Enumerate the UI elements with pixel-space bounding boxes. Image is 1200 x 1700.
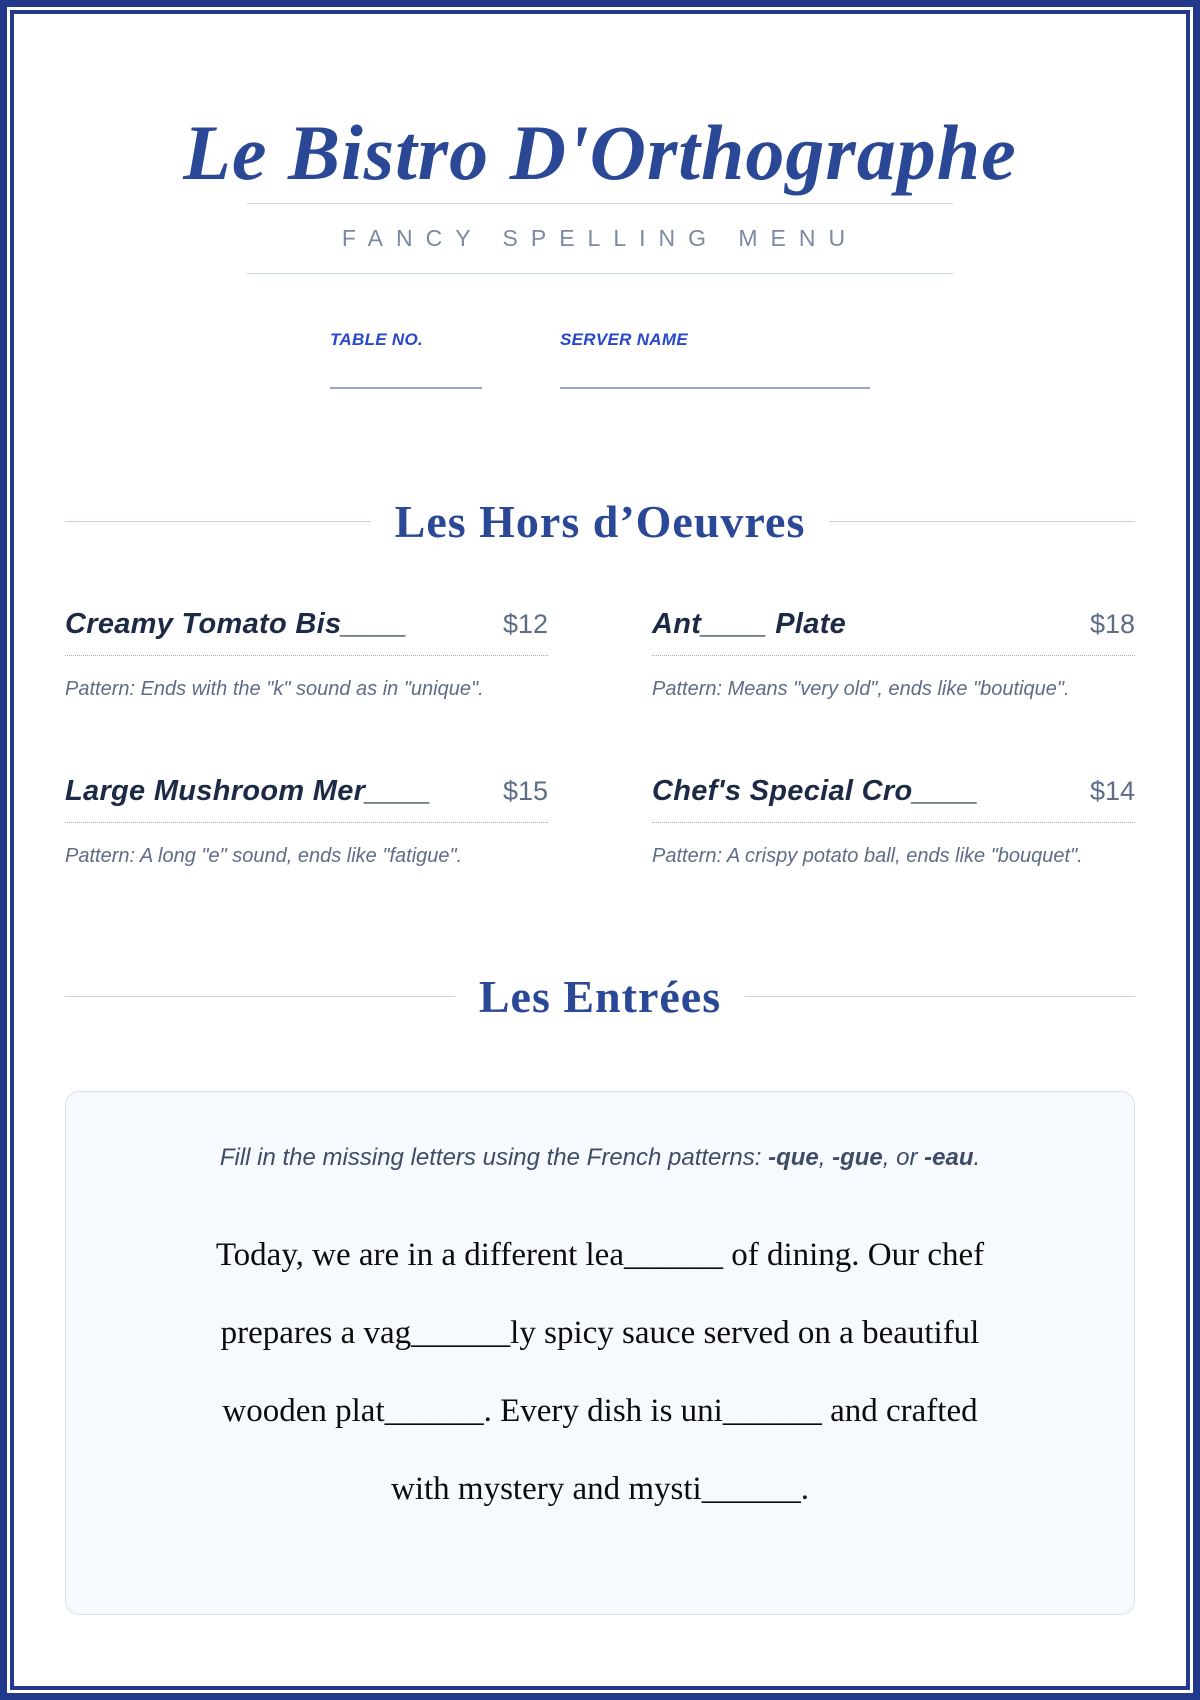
hors-doeuvres-heading: Les Hors d’Oeuvres bbox=[394, 495, 806, 547]
story-line: with mystery and mysti______. bbox=[391, 1470, 809, 1507]
menu-items-grid bbox=[65, 608, 1135, 868]
item-name: Chef's Special Cro____ bbox=[652, 774, 979, 807]
instruction-separator: , bbox=[818, 1143, 833, 1171]
item-pattern-hint: Pattern: Means "very old", ends like "boutique". bbox=[652, 677, 1070, 700]
menu-item bbox=[65, 775, 548, 868]
server-name-label: SERVER NAME bbox=[560, 329, 688, 349]
write-in-fields bbox=[65, 330, 1135, 389]
item-dotted-divider bbox=[652, 655, 1135, 656]
item-dotted-divider bbox=[65, 822, 548, 823]
story-paragraph bbox=[128, 1216, 1072, 1528]
item-pattern-hint: Pattern: Ends with the "k" sound as in "unique". bbox=[65, 677, 484, 700]
instruction-separator: , or bbox=[882, 1143, 925, 1171]
heading-rule-right bbox=[745, 996, 1135, 997]
menu-item bbox=[652, 608, 1135, 701]
item-header bbox=[65, 608, 548, 641]
story-line: Today, we are in a different lea______ of dining. Our chef bbox=[215, 1236, 985, 1273]
page-inner-border bbox=[10, 10, 1190, 1690]
table-no-write-line bbox=[330, 387, 482, 389]
item-header bbox=[652, 608, 1135, 641]
pattern-que: -que bbox=[768, 1143, 819, 1171]
table-no-field bbox=[330, 330, 482, 389]
item-price: $15 bbox=[502, 775, 548, 806]
item-name: Creamy Tomato Bis____ bbox=[65, 607, 408, 640]
section-heading-entrees bbox=[65, 970, 1135, 1023]
item-dotted-divider bbox=[652, 822, 1135, 823]
item-name: Large Mushroom Mer____ bbox=[65, 774, 431, 807]
item-header bbox=[65, 775, 548, 808]
item-price: $12 bbox=[502, 608, 548, 639]
heading-rule-right bbox=[829, 521, 1135, 522]
server-name-field bbox=[560, 330, 870, 389]
restaurant-title: Le Bistro D'Orthographe bbox=[183, 109, 1017, 196]
heading-rule-left bbox=[65, 996, 455, 997]
story-line: prepares a vag______ly spicy sauce served on a beautiful bbox=[220, 1314, 980, 1351]
story-line: wooden plat______. Every dish is uni______ and crafted bbox=[222, 1392, 978, 1429]
section-heading-hors-doeuvres bbox=[65, 495, 1135, 548]
item-price: $14 bbox=[1089, 775, 1135, 806]
item-header bbox=[652, 775, 1135, 808]
fill-in-exercise-box bbox=[65, 1091, 1135, 1615]
pattern-gue: -gue bbox=[832, 1143, 883, 1171]
menu-subtitle: FANCY SPELLING MENU bbox=[341, 224, 859, 251]
table-no-label: TABLE NO. bbox=[330, 329, 424, 349]
item-pattern-hint: Pattern: A crispy potato ball, ends like "bouquet". bbox=[652, 844, 1083, 867]
instruction-period: . bbox=[973, 1143, 981, 1171]
item-price: $18 bbox=[1089, 608, 1135, 639]
instruction-text bbox=[128, 1144, 1072, 1172]
menu-item bbox=[65, 608, 548, 701]
item-name: Ant____ Plate bbox=[652, 607, 847, 640]
menu-item bbox=[652, 775, 1135, 868]
heading-rule-left bbox=[65, 521, 371, 522]
item-pattern-hint: Pattern: A long "e" sound, ends like "fatigue". bbox=[65, 844, 463, 867]
subtitle-block bbox=[247, 203, 953, 274]
instruction-prefix: Fill in the missing letters using the French patterns: bbox=[219, 1143, 769, 1171]
pattern-eau: -eau bbox=[924, 1143, 974, 1171]
server-name-write-line bbox=[560, 387, 870, 389]
item-dotted-divider bbox=[65, 655, 548, 656]
entrees-heading: Les Entrées bbox=[478, 970, 722, 1022]
